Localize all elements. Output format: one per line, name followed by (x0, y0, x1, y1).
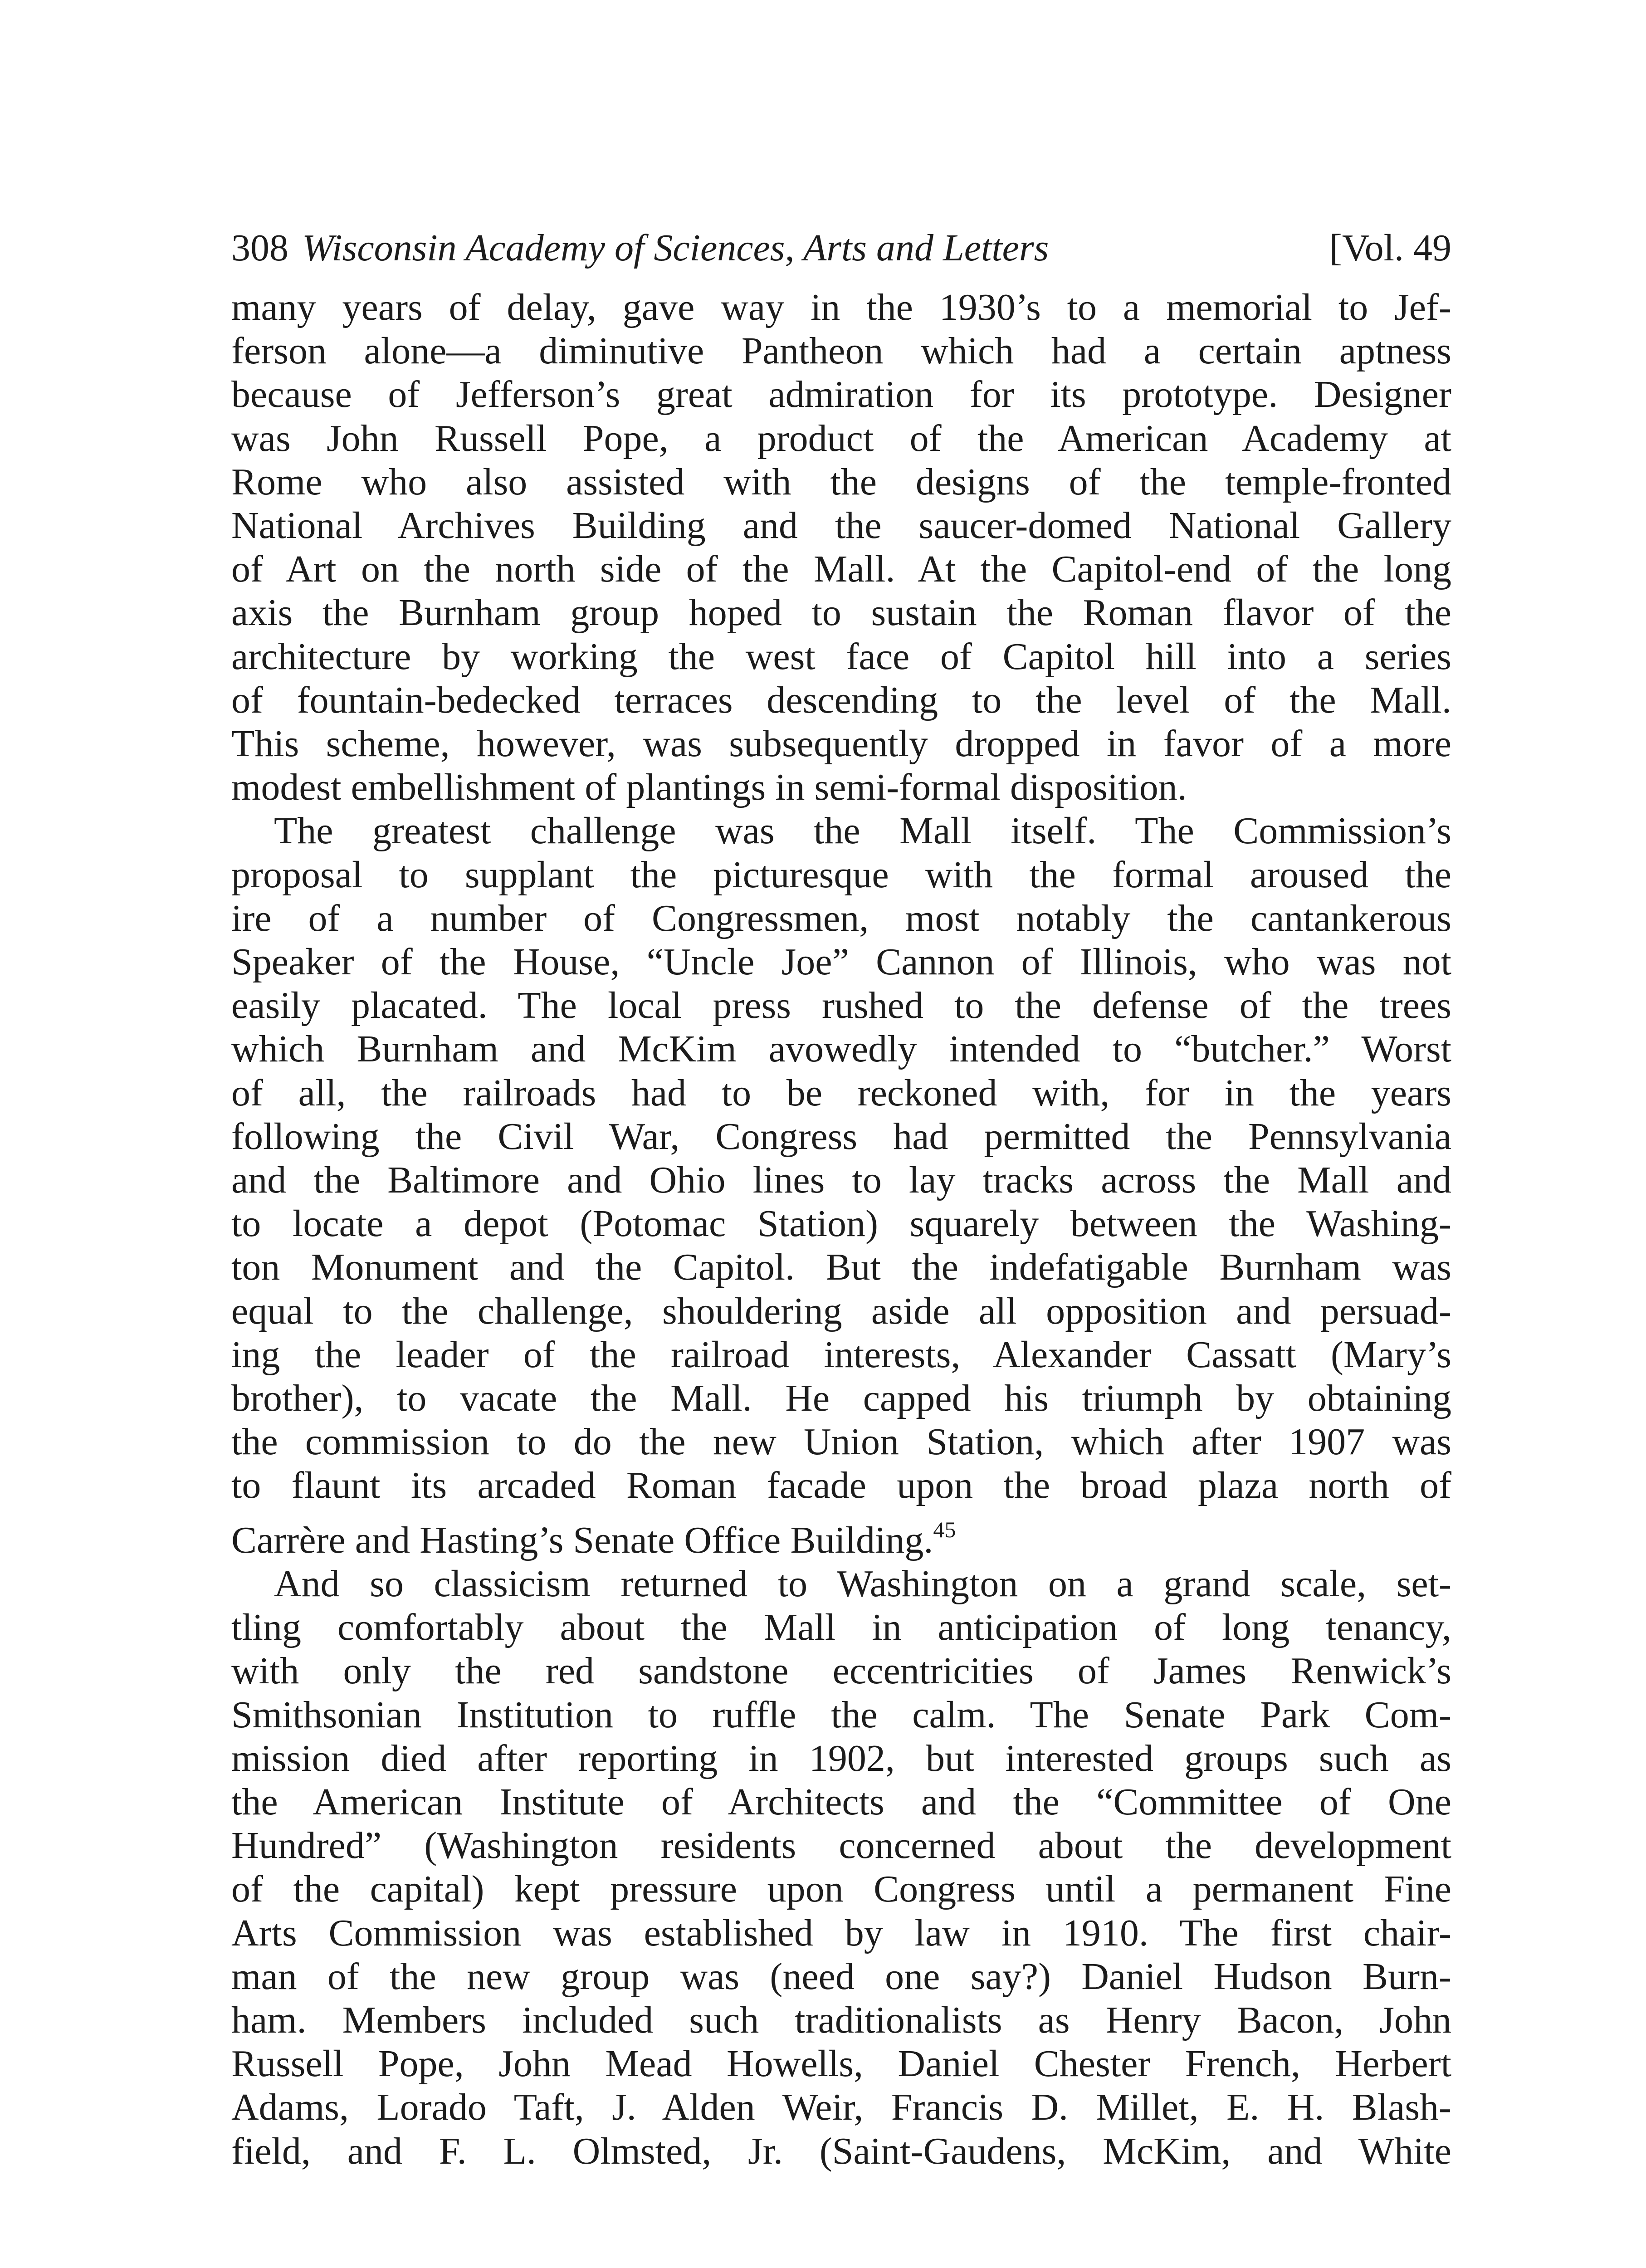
text-line: ham. Members included such traditionalists as Henry Bacon, John (231, 1999, 1451, 2041)
text-line: of all, the railroads had to be reckoned with, for in the years (231, 1071, 1451, 1114)
text-line: Hundred” (Washington residents concerned about the development (231, 1824, 1451, 1867)
text-line: National Archives Building and the saucer-domed National Gallery (231, 504, 1451, 547)
text-line: of the capital) kept pressure upon Congress until a permanent Fine (231, 1868, 1451, 1911)
text-line: mission died after reporting in 1902, but interested groups such as (231, 1737, 1451, 1779)
running-header (231, 229, 1451, 267)
text-line: which Burnham and McKim avowedly intended to “butcher.” Worst (231, 1028, 1451, 1070)
text-line: many years of delay, gave way in the 1930’s to a memorial to Jef- (231, 286, 1451, 328)
text-line: Russell Pope, John Mead Howells, Daniel Chester French, Herbert (231, 2043, 1451, 2085)
text-line: to flaunt its arcaded Roman facade upon the broad plaza north of (231, 1464, 1451, 1507)
text-line: Rome who also assisted with the designs of the temple-fronted (231, 460, 1451, 503)
text-line: because of Jefferson’s great admiration for its prototype. Designer (231, 373, 1451, 416)
text-line: Arts Commission was established by law in 1910. The first chair- (231, 1911, 1451, 1954)
text-line: Speaker of the House, “Uncle Joe” Cannon of Illinois, who was not (231, 941, 1451, 983)
footnote-reference[interactable]: 45 (933, 1516, 956, 1542)
text-line: equal to the challenge, shouldering aside all opposition and persuad- (231, 1290, 1451, 1332)
text-line: to locate a depot (Potomac Station) squarely between the Washing- (231, 1202, 1451, 1245)
text-line: field, and F. L. Olmsted, Jr. (Saint-Gaudens, McKim, and White (231, 2130, 1451, 2172)
text-line: ferson alone—a diminutive Pantheon which had a certain aptness (231, 330, 1451, 372)
paragraph-1 (231, 286, 1451, 809)
text-line: of Art on the north side of the Mall. At the Capitol-end of the long (231, 548, 1451, 591)
text-line: The greatest challenge was the Mall itself. The Commission’s (274, 810, 1451, 852)
text-line: with only the red sandstone eccentricities of James Renwick’s (231, 1650, 1451, 1692)
text-line: tling comfortably about the Mall in anticipation of long tenancy, (231, 1606, 1451, 1649)
text-line (231, 1508, 1451, 1562)
text-line: ire of a number of Congressmen, most notably the cantankerous (231, 897, 1451, 939)
text-line: Smithsonian Institution to ruffle the calm. The Senate Park Com- (231, 1693, 1451, 1736)
text-line: easily placated. The local press rushed to the defense of the trees (231, 984, 1451, 1027)
paragraph-2 (231, 809, 1451, 1562)
text-line: man of the new group was (need one say?) Daniel Hudson Burn- (231, 1955, 1451, 1998)
volume-label: [Vol. 49 (1329, 227, 1451, 269)
text-line: ton Monument and the Capitol. But the indefatigable Burnham was (231, 1246, 1451, 1289)
page-number: 308 (231, 227, 288, 269)
text-line: Adams, Lorado Taft, J. Alden Weir, Francis D. Millet, E. H. Blash- (231, 2086, 1451, 2129)
text-line: architecture by working the west face of Capitol hill into a series (231, 635, 1451, 678)
text-line: of fountain-bedecked terraces descending to the level of the Mall. (231, 679, 1451, 721)
text-line: the commission to do the new Union Station, which after 1907 was (231, 1421, 1451, 1463)
text-line: brother), to vacate the Mall. He capped his triumph by obtaining (231, 1377, 1451, 1420)
paragraph-3 (231, 1562, 1451, 2173)
text-line: following the Civil War, Congress had permitted the Pennsylvania (231, 1115, 1451, 1158)
text-line: ing the leader of the railroad interests, Alexander Cassatt (Mary’s (231, 1333, 1451, 1376)
text-line: proposal to supplant the picturesque with the formal aroused the (231, 853, 1451, 896)
text-line: and the Baltimore and Ohio lines to lay tracks across the Mall and (231, 1159, 1451, 1202)
text-line: And so classicism returned to Washington on a grand scale, set- (274, 1562, 1451, 1605)
body-text (231, 286, 1451, 2173)
text-line: was John Russell Pope, a product of the American Academy at (231, 417, 1451, 459)
text-line: This scheme, however, was subsequently dropped in favor of a more (231, 723, 1451, 765)
text-line: axis the Burnham group hoped to sustain the Roman flavor of the (231, 591, 1451, 634)
text-line-content: Carrère and Hasting’s Senate Office Building. (231, 1519, 933, 1561)
text-line: the American Institute of Architects and the “Committee of One (231, 1780, 1451, 1823)
text-line: modest embellishment of plantings in semi-formal disposition. (231, 766, 1187, 809)
journal-title: Wisconsin Academy of Sciences, Arts and Letters (302, 227, 1049, 269)
